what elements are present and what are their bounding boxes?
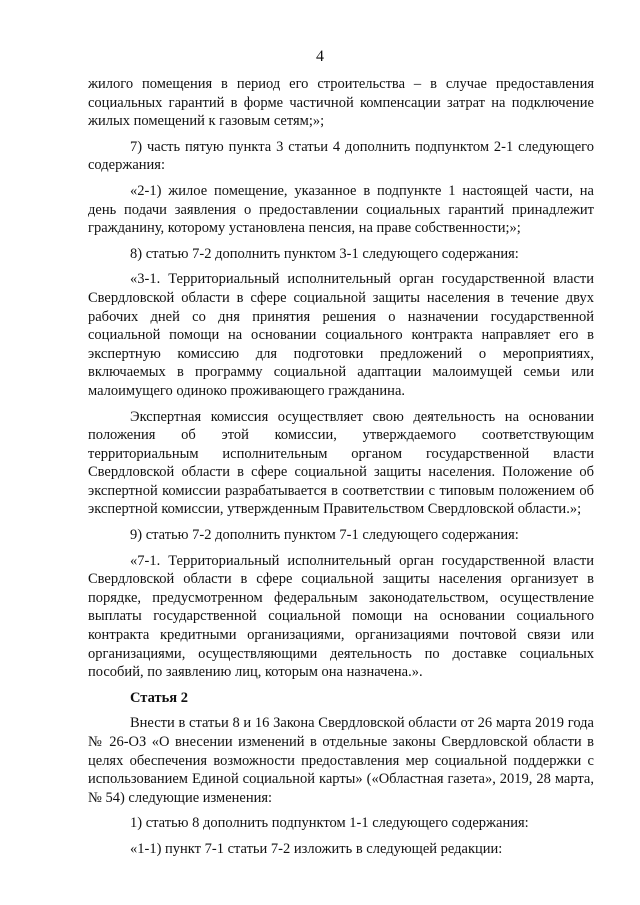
page-number: 4 bbox=[316, 48, 324, 65]
paragraph-10: 1) статью 8 дополнить подпунктом 1-1 следующего содержания: bbox=[130, 815, 529, 832]
paragraph-7: 9) статью 7-2 дополнить пунктом 7-1 следующего содержания: bbox=[130, 527, 519, 544]
paragraph-8: «7-1. Территориальный исполнительный орган государственной власти Свердловской области в сфере социальной защиты населения организует в порядке, предусмотренном федеральным законодательством, осуществление выплаты государственной социальной помощи на основании социального контракта кредитными организациями, организациями почтовой связи или организациями, осуществляющими деятельность по доставке социальных пособий, по заявлению лиц, которым она назначена.». bbox=[88, 552, 594, 681]
paragraph-2: 7) часть пятую пункта 3 статьи 4 дополнить подпунктом 2-1 следующего содержания: bbox=[88, 138, 594, 174]
paragraph-6: Экспертная комиссия осуществляет свою деятельность на основании положения об этой комиссии, утверждаемого соответствующим территориальным исполнительным органом государственной власти Свердловской области в сфере социальной защиты населения. Положение об экспертной комиссии разрабатывается в соответствии с типовым положением об экспертной комиссии, утвержденным Правительством Свердловской области.»; bbox=[88, 408, 594, 518]
document-body bbox=[88, 75, 594, 866]
paragraph-5: «3-1. Территориальный исполнительный орган государственной власти Свердловской области в сфере социальной защиты населения в течение двух рабочих дней со дня принятия решения о назначении государственной социальной помощи на основании социального контракта направляет его в экспертную комиссию для подготовки предложений о мероприятиях, включаемых в программу социальной адаптации малоимущей семьи или малоимущего одиноко проживающего гражданина. bbox=[88, 271, 594, 399]
paragraph-9: Внести в статьи 8 и 16 Закона Свердловской области от 26 марта 2019 года № 26-ОЗ «О внесении изменений в отдельные законы Свердловской области в целях обеспечения возможности предоставления мер социальной поддержки с использованием Единой социальной карты» («Областная газета», 2019, 28 марта, № 54) следующие изменения: bbox=[88, 715, 594, 806]
paragraph-11: «1-1) пункт 7-1 статьи 7-2 изложить в следующей редакции: bbox=[130, 840, 503, 857]
paragraph-1: жилого помещения в период его строительства – в случае предоставления социальных гарантий в форме частичной компенсации затрат на подключение жилых помещений к газовым сетям;»; bbox=[88, 76, 594, 130]
paragraph-3: «2-1) жилое помещение, указанное в подпункте 1 настоящей части, на день подачи заявления о предоставлении социальных гарантий принадлежит гражданину, которому установлена пенсия, на праве собственности;»; bbox=[88, 182, 594, 237]
article-heading: Статья 2 bbox=[130, 689, 188, 706]
paragraph-4: 8) статью 7-2 дополнить пунктом 3-1 следующего содержания: bbox=[130, 245, 519, 262]
